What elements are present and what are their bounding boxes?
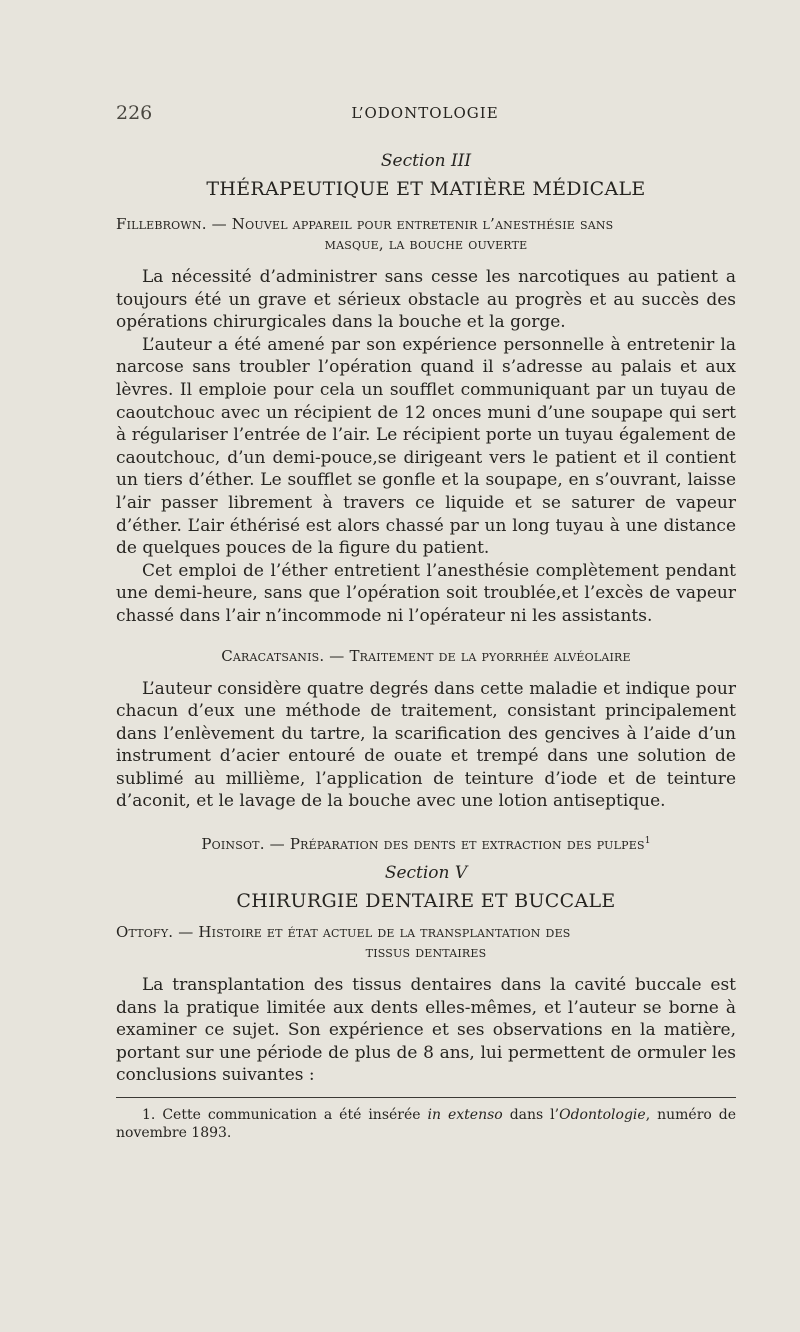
entry-heading-continuation: masque, la bouche ouverte [324,235,528,253]
page-content [116,150,736,1142]
footnote-text: l’ [550,1107,560,1124]
footnote [116,1106,736,1142]
footnote-text: , numéro de novembre 1893. [116,1107,737,1142]
paragraph: L’auteur a été amené par son expérience personnelle à entretenir la narcose sans troubler l’opération quand il s’adresse au palais et aux lèvres. Il emploie pour cela un soufflet communiquant par un tuyau de caoutchouc avec un récipient de 12 onces muni d’une soupape qui sert à régulariser l’entrée de l’air. Le récipient porte un tuyau également de caoutchouc, d’un demi-pouce,se dirigeant vers le patient et il contient un tiers d’éther. Le soufflet se gonfle et la soupape, en s’ouvrant, laisse l’air passer librement à travers ce liquide et se saturer de vapeur d’éther. L’air éthérisé est alors chassé par un long tuyau à une distance de quelques pouces de la figure du patient. [116,334,736,559]
section-5-title: CHIRURGIE DENTAIRE ET BUCCALE [236,890,616,913]
entry-heading-line: Fillebrown. — Nouvel appareil pour entretenir l’anesthésie sans [116,215,614,233]
entry-poinsot-heading [116,831,736,854]
paragraph: La transplantation des tissus dentaires dans la cavité buccale est dans la pratique limitée aux dents elles-mêmes, et l’auteur se borne à examiner ce sujet. Son expérience et ses observations en la matière, portant sur une période de plus de 8 ans, lui permettent de ormuler les conclusions suivantes : [116,975,736,1086]
paragraph: La nécessité d’administrer sans cesse les narcotiques au patient a toujours été un grave et sérieux obstacle au progrès et au succès des opérations chirurgicales dans la bouche et la gorge. [116,267,736,333]
entry-caracatsanis-heading: Caracatsanis. — Traitement de la pyorrhée alvéolaire [221,646,631,665]
paragraph: Cet emploi de l’éther entretient l’anesthésie complètement pendant une demi-heure, sans que l’opération soit troublée,et l’excès de vapeur chassé dans l’air n’incommode ni l’opérateur ni les assistants. [116,560,736,626]
entry-heading-line: Poinsot. — Préparation des dents et extraction des pulpes [201,835,645,854]
footnote-number: 1. [142,1107,156,1124]
section-3-title: THÉRAPEUTIQUE ET MATIÈRE MÉDICALE [206,178,646,200]
footnote-rule [116,1097,736,1098]
page-number: 226 [116,102,153,124]
footnote-italic: in extenso [427,1107,503,1124]
page-header [116,102,734,128]
section-5-label: Section V [384,863,468,884]
footnote-italic: Odontologie [559,1107,646,1124]
footnote-text: Cette communication a été insérée [162,1107,421,1124]
footnote-text: dans [509,1107,544,1124]
entry-ottofy-heading [116,922,736,962]
footnote-mark: 1 [644,836,651,847]
entry-fillebrown-heading [116,214,736,254]
running-title: L’ODONTOLOGIE [351,104,499,122]
paragraph: L’auteur considère quatre degrés dans cette maladie et indique pour chacun d’eux une méthode de traitement, consistant principalement dans l’enlèvement du tartre, la scarification des gencives à l’aide d’un instrument d’acier entouré de ouate et trempé dans une solution de sublimé au millième, l’application de teinture d’iode et de teinture d’aconit, et le lavage de la bouche avec une lotion antiseptique. [116,678,736,812]
entry-heading-continuation: tissus dentaires [365,943,487,962]
entry-heading-line: Ottofy. — Histoire et état actuel de la transplantation des [116,923,571,942]
section-3-label: Section III [380,151,472,171]
